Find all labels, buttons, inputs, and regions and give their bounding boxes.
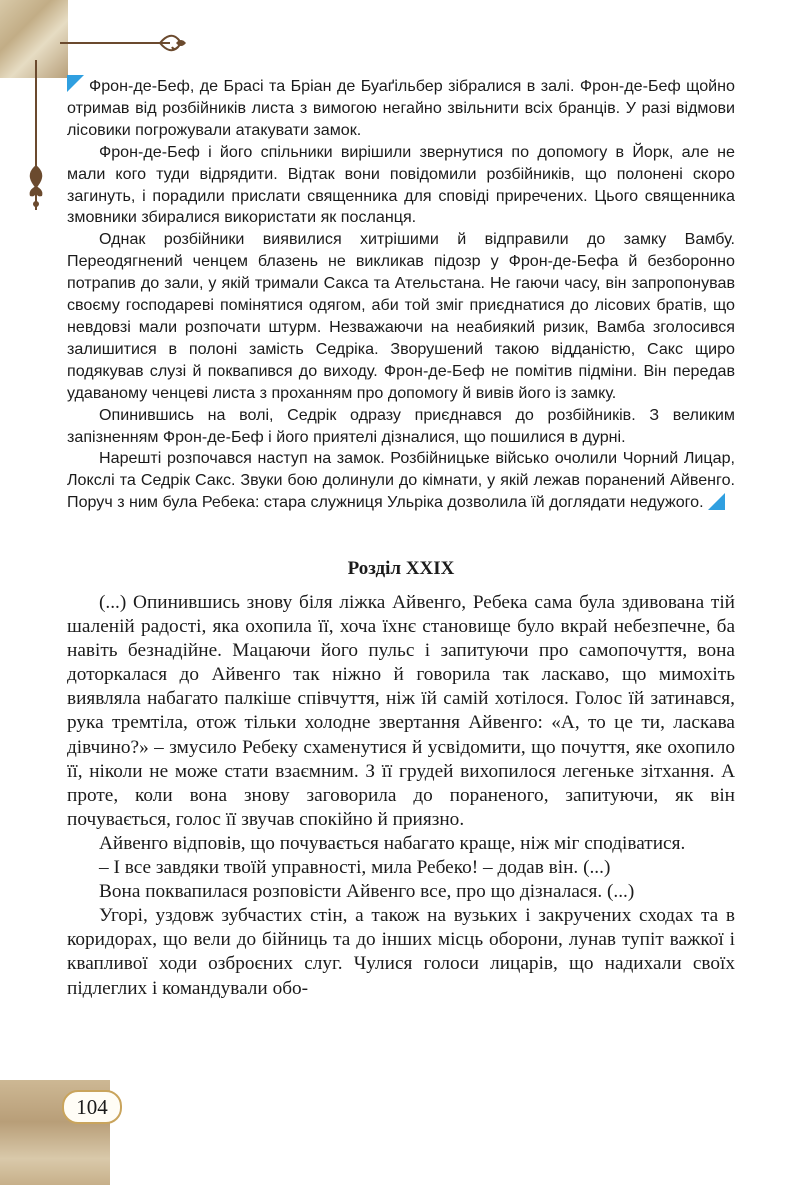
- story-paragraph: Айвенго відповів, що почувається набагато краще, ніж міг сподіватися.: [99, 832, 686, 854]
- summary-paragraph: Фрон-де-Беф, де Брасі та Бріан де Буаґільбер зібралися в залі. Фрон-де-Беф щойно отримав від розбійників листа з вимогою негайно звільнити всіх бранців. У разі відмови лісовики погрожували атакувати замок.: [67, 77, 735, 139]
- story-paragraph: – І все завдяки твоїй управності, мила Ребеко! – додав він. (...): [99, 857, 611, 879]
- story-paragraph: (...) Опинившись знову біля ліжка Айвенго, Ребека сама була здивована тій шаленій радості, яка охопила її, хоча їхнє становище було вкрай небезпечне, ба навіть безнадійне. Мацаючи його пульс і запитуючи про самопочуття, вона доторкалася до Айвенго так ніжно й говорила так ласкаво, що мимохіть виявляла набагато палкіше співчуття, ніж їй самій хотілося. Голос їй затинався, рука тремтіла, отож тільки холодне звертання Айвенго: «А, то це ти, ласкава дівчино?» – змусило Ребеку схаменутися й усвідомити, що почуття, яке охопило її, ніколи не може стати взаємним. З її грудей вихопилося легенькe зітхання. А проте, коли вона знову заговорила до пораненого, запитуючи, як він почувається, голос її звучав спокійно й приязно.: [67, 592, 735, 830]
- story-paragraph: Вона поквапилася розповісти Айвенго все, про що дізналася. (...): [99, 881, 635, 903]
- summary-paragraph: Нарешті розпочався наступ на замок. Розбійницьке військо очолили Чорний Лицар, Локслі та Седрік Сакс. Звуки бою долинули до кімнати, у якій лежав поранений Айвенго. Поруч з ним була Ребека: стара служниця Ульріка дозволила їй доглядати недужого.: [67, 449, 735, 512]
- summary-start-marker-icon: [67, 75, 84, 92]
- chapter-text: [67, 591, 735, 1001]
- summary-paragraph: Фрон-де-Беф і його спільники вирішили звернутися по допомогу в Йорк, але не мали кого туди відрядити. Відтак вони повідомили розбійників, що полонені скоро загинуть, і порадили прислати священника для сповіді приречених. Цього священника змовники збиралися використати як посланця.: [67, 142, 735, 227]
- summary-end-marker-icon: [708, 493, 725, 510]
- chapter-summary: [67, 75, 735, 514]
- summary-paragraph: Однак розбійники виявилися хитрішими й відправили до замку Вамбу. Переодягнений ченцем блазень не викликав підозр у Фрон-де-Бефа й безборонно потрапив до зали, у якій тримали Сакса та Ательстана. Не гаючи часу, він запропонував своєму господареві помінятися одягом, аби той зміг приєднатися до лісових братів, що невдовзі мали розпочати штурм. Незважаючи на неабиякий ризик, Вамба зголосився залишитися в полоні замість Седріка. Зворушений такою відданістю, Сакс щиро подякував слузі й поквапився до виходу. Фрон-де-Беф не помітив підміни. Він передав удаваному ченцеві листа з проханням про допомогу й вивів його із замку.: [67, 230, 735, 402]
- chapter-title: Розділ XXIX: [347, 558, 455, 579]
- page-number: 104: [62, 1090, 122, 1124]
- story-paragraph: Угорі, уздовж зубчастих стін, а також на вузьких і закручених сходах та в коридорах, що вели до бійниць та до інших місць оборони, лунав тупіт важкої і квапливої ходи озброєних слуг. Чулися голоси лицарів, що надихали своїх підлеглих і командували обо-: [67, 905, 735, 999]
- summary-paragraph: Опинившись на волі, Седрік одразу приєднався до розбійників. З великим запізненням Фрон-де-Беф і його приятелі дізналися, що пошилися в дурні.: [67, 405, 735, 446]
